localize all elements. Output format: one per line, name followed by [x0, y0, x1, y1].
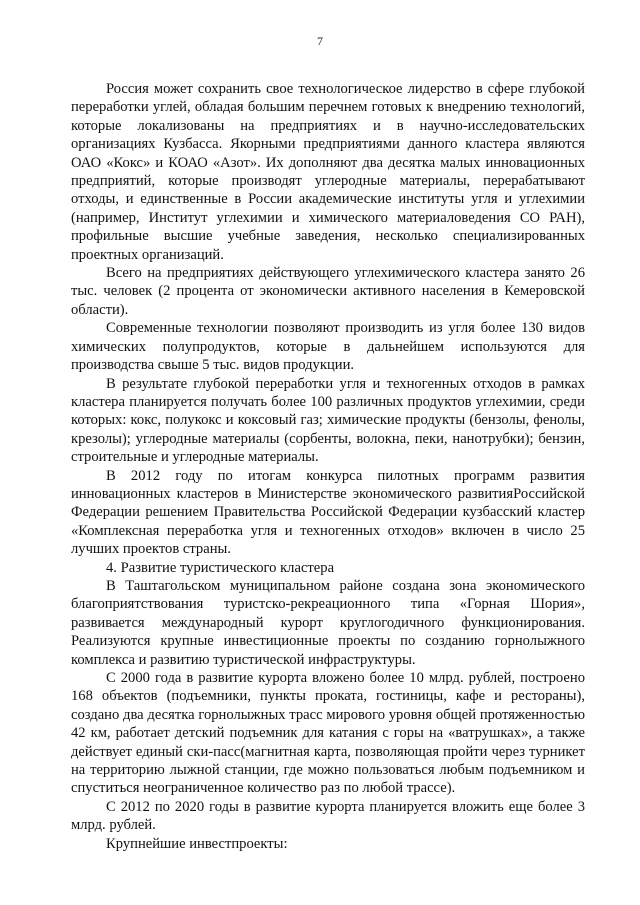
paragraph-future-investment: С 2012 по 2020 годы в развитие курорта планируется вложить еще более 3 млрд. рублей. — [71, 798, 585, 834]
paragraph-technologies: Современные технологии позволяют производить из угля более 130 видов химических полупродуктов, которые в дальнейшем используются для производства свыше 5 тыс. видов продукции. — [71, 320, 585, 374]
section-heading-tourism: 4. Развитие туристического кластера — [106, 559, 335, 576]
document-body — [71, 80, 585, 853]
paragraph-employment: Всего на предприятиях действующего углехимического кластера занято 26 тыс. человек (2 процента от экономически активного населения в Кемеровской области). — [71, 265, 585, 318]
paragraph-products: В результате глубокой переработки угля и техногенных отходов в рамках кластера планируется получать более 100 различных продуктов углехимии, среди которых: кокс, полукокс и коксовый газ; химические продукты (бензолы, фенолы, крезолы); углеродные материалы (сорбенты, волокна, пеки, нанотрубки); бензин, строительные и углеродные материалы. — [71, 375, 585, 466]
paragraph-tashtagol-zone: В Таштагольском муниципальном районе создана зона экономического благоприятствования туристско-рекреационного типа «Горная Шория», развивается международный курорт круглогодичного функционирования. Реализуются крупные инвестиционные проекты по созданию горнолыжного комплекса и развитию туристической инфраструктуры. — [71, 577, 585, 668]
paragraph-russia-leadership: Россия может сохранить свое технологическое лидерство в сфере глубокой переработки углей, обладая большим перечнем готовых к внедрению технологий, которые локализованы на предприятиях и в научно-исследовательских организациях Кузбасса. Якорными предприятиями данного кластера являются ОАО «Кокс» и КОАО «Азот». Их дополняют два десятка малых инновационных предприятий, которые производят углеродные материалы, перерабатывают отходы, и единственные в России академические институты угля и углехимии (например, Институт углехимии и химического материаловедения СО РАН), профильные высшие учебные заведения, несколько специализированных проектных организаций. — [71, 81, 585, 263]
paragraph-resort-investment: С 2000 года в развитие курорта вложено более 10 млрд. рублей, построено 168 объектов (подъемники, пункты проката, гостиницы, кафе и рестораны), создано два десятка горнолыжных трасс мирового уровня общей протяженностью 42 км, работает детский подъемник для катания с горы на «ватрушках», а также действует единый ски-пасс(магнитная карта, позволяющая пройти через турникет на территорию лыжной станции, где можно пользоваться любым подъемником и спуститься неограниченное количество раз по любой трассе). — [71, 670, 585, 797]
paragraph-major-projects: Крупнейшие инвестпроекты: — [106, 835, 288, 852]
paragraph-competition-2012: В 2012 году по итогам конкурса пилотных программ развития инновационных кластеров в Министерстве экономического развитияРоссийской Федерации решением Правительства Российской Федерации кузбасский кластер «Комплексная переработка угля и техногенных отходов» включен в число 25 лучших проектов страны. — [71, 467, 585, 558]
page-number: 7 — [317, 34, 323, 48]
